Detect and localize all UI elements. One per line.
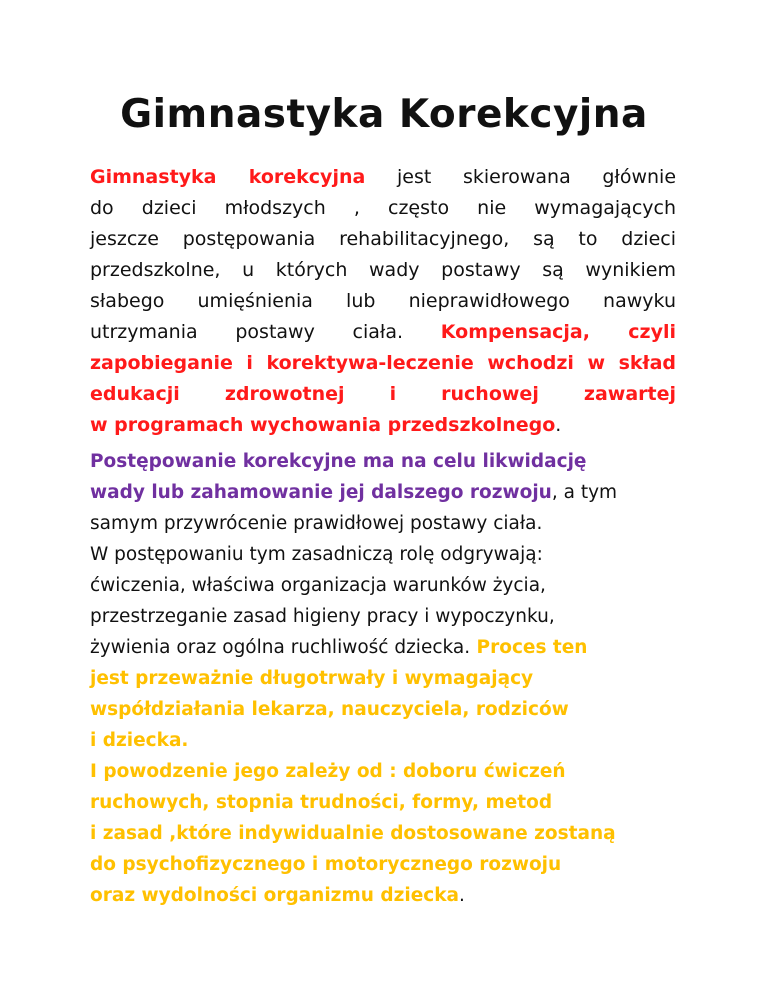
highlight-text: w programach wychowania przedszkolnego xyxy=(90,414,556,436)
highlight-line: jest przeważnie długotrwały i wymagający xyxy=(90,668,534,689)
highlight-line: zapobieganie i korektywa-leczenie wchodzi w skład xyxy=(90,352,676,374)
highlight-text: Proces ten xyxy=(470,637,588,658)
highlight-line: do psychofizycznego i motorycznego rozwoju xyxy=(90,854,562,875)
correction-paragraph xyxy=(90,446,676,911)
text-line: słabego umięśnienia lub nieprawidłowego nawyku xyxy=(90,290,676,312)
highlight-text: Kompensacja, czyli xyxy=(440,321,676,343)
text-line xyxy=(90,632,676,663)
text-line xyxy=(90,162,676,193)
text-line xyxy=(90,317,676,348)
text-line xyxy=(90,477,676,508)
text-segment: , a tym xyxy=(551,482,618,503)
text-line: W postępowaniu tym zasadniczą rolę odgrywają: xyxy=(90,544,543,565)
highlight-line: ruchowych, stopnia trudności, formy, metod xyxy=(90,792,553,813)
text-segment: . xyxy=(555,414,562,436)
text-segment: utrzymania postawy ciała. xyxy=(90,321,404,343)
highlight-line: Postępowanie korekcyjne ma na celu likwidację xyxy=(90,451,587,472)
highlight-term: Gimnastyka korekcyjna xyxy=(90,166,366,188)
highlight-line: I powodzenie jego zależy od : doboru ćwiczeń xyxy=(90,761,566,782)
highlight-line: współdziałania lekarza, nauczyciela, rodziców xyxy=(90,699,569,720)
text-segment: żywienia oraz ogólna ruchliwość dziecka. xyxy=(90,637,471,658)
page-title: Gimnastyka Korekcyjna xyxy=(120,92,648,137)
text-line: przestrzeganie zasad higieny pracy i wypoczynku, xyxy=(90,606,555,627)
highlight-text: wady lub zahamowanie jej dalszego rozwoju xyxy=(90,482,552,503)
text-segment: jest skierowana głównie xyxy=(365,166,677,188)
highlight-text: oraz wydolności organizmu dziecka xyxy=(90,885,459,906)
highlight-line: edukacji zdrowotnej i ruchowej zawartej xyxy=(90,383,676,405)
highlight-line: i dziecka. xyxy=(90,730,189,751)
text-line: ćwiczenia, właściwa organizacja warunków życia, xyxy=(90,575,546,596)
text-line: przedszkolne, u których wady postawy są wynikiem xyxy=(90,259,676,281)
text-line xyxy=(90,880,676,911)
text-line: samym przywrócenie prawidłowej postawy ciała. xyxy=(90,513,543,534)
intro-paragraph xyxy=(90,162,676,441)
text-line: do dzieci młodszych , często nie wymagających xyxy=(90,197,676,219)
text-line: jeszcze postępowania rehabilitacyjnego, są to dzieci xyxy=(90,228,676,250)
text-line xyxy=(90,410,676,441)
highlight-line: i zasad ,które indywidualnie dostosowane zostaną xyxy=(90,823,616,844)
text-segment: . xyxy=(459,885,465,906)
